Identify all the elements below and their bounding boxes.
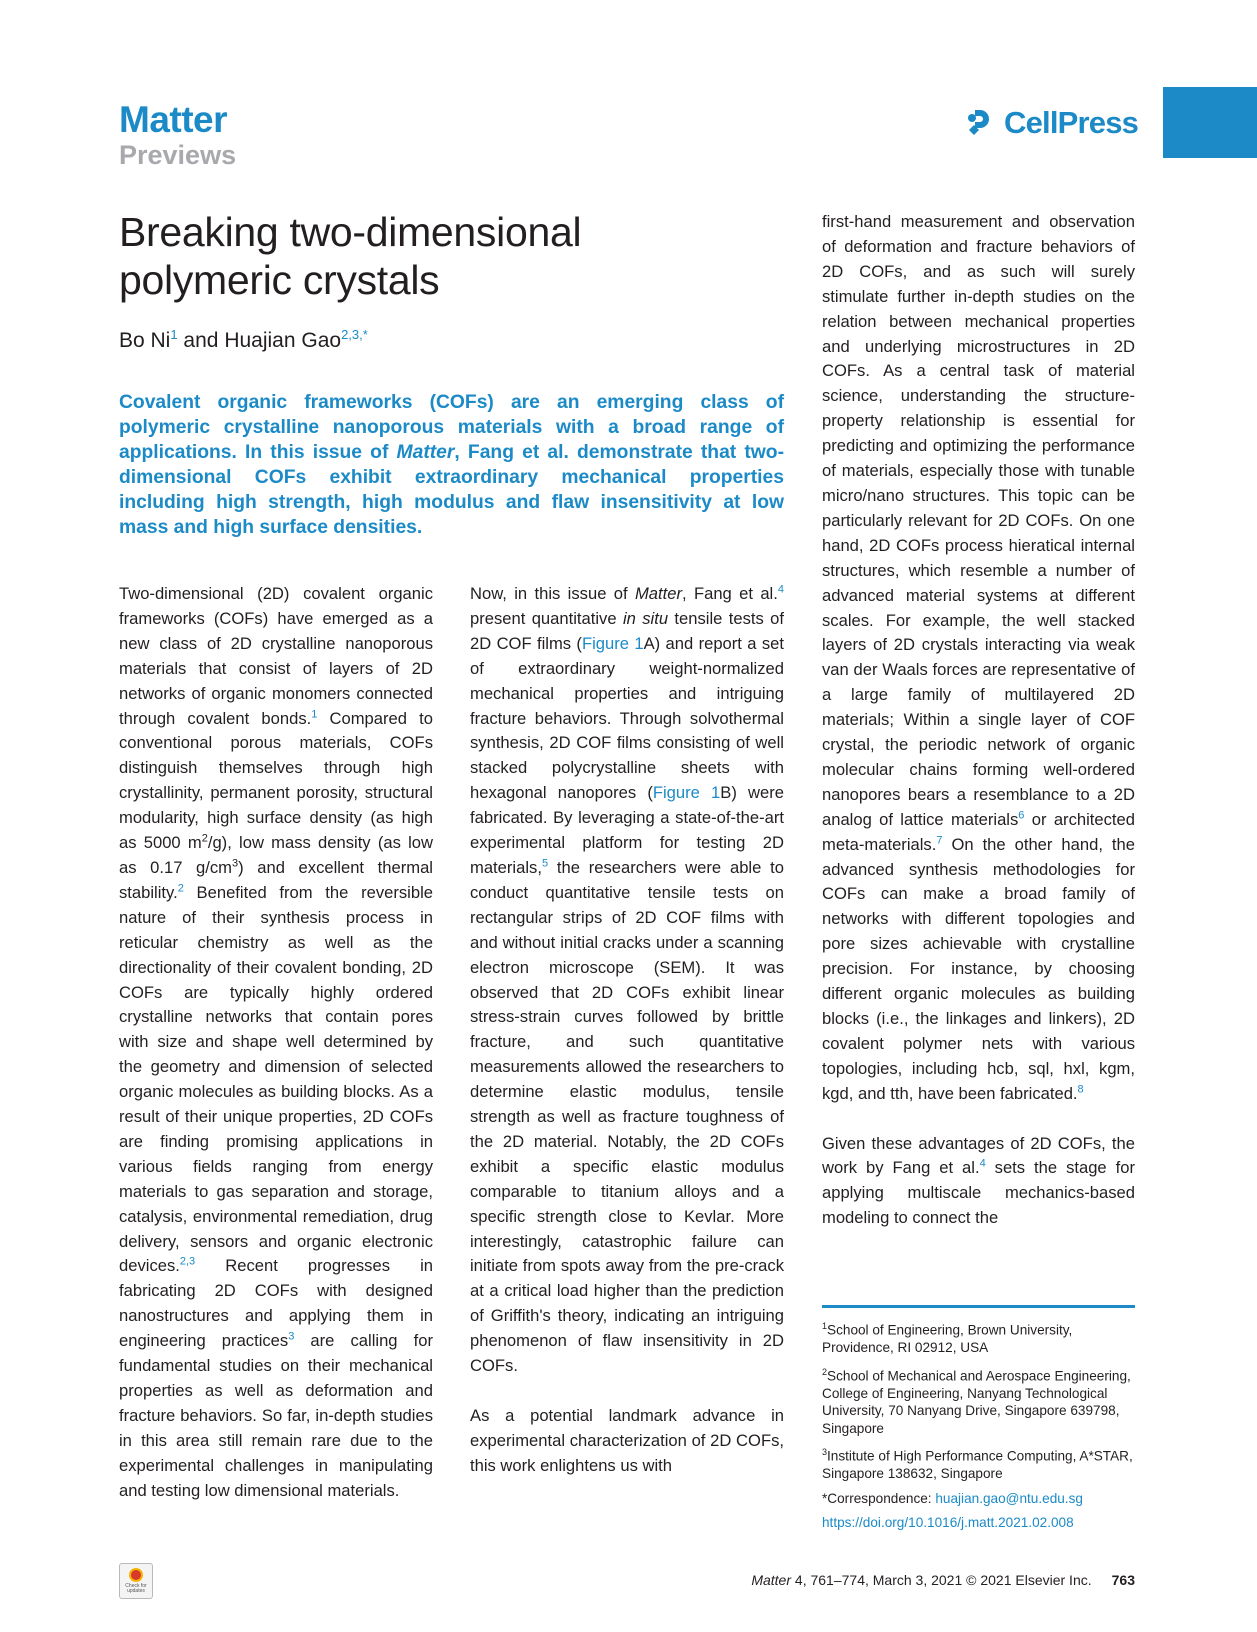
publisher-logo[interactable] — [966, 105, 1138, 141]
author-list — [119, 327, 368, 353]
body-paragraph: Two-dimensional (2D) covalent organic frameworks (COFs) have emerged as a new class of 2D crystalline nanoporous materials that consist of layers of 2D networks of organic monomers connected through covalent bonds.$^1$ Compared to conventional porous materials, COFs distinguish themselves through high crystallinity, permanent porosity, structural modularity, high surface density (as high as 5000 $m^2/g$), low mass density (as low as 0.17 $g/cm^3$) and excellent thermal stability.$^2$ Benefited from the reversible nature of their synthesis process in reticular chemistry as well as the directionality of their covalent bonding, 2D COFs are typically highly ordered crystalline networks that contain pores with size and shape well determined by the geometry and dimension of selected organic molecules as building blocks. As a result of their unique properties, 2D COFs are finding promising applications in various fields ranging from energy materials to gas separation and storage, catalysis, environmental remediation, drug delivery, sensors and organic electronic devices.$^{2,3}$ Recent progresses in fabricating 2D COFs with designed nanostructures and applying them in engineering practices$^3$ are calling for fundamental studies on their mechanical properties as well as deformation and fracture behaviors. So far, in-depth studies in this area still remain rare due to the experimental challenges in manipulating and testing low dimensional materials. — [119, 584, 433, 1500]
body-column-2 — [470, 582, 784, 1479]
journal-name: Matter — [119, 99, 228, 140]
correspondence-email-link[interactable]: huajian.gao@ntu.edu.sg — [935, 1490, 1083, 1506]
body-paragraph: As a potential landmark advance in experimental characterization of 2D COFs, this work enlightens us with — [470, 1405, 784, 1475]
affiliation-divider — [822, 1305, 1135, 1308]
citation-ref[interactable]: 6 — [1018, 809, 1025, 822]
body-column-1 — [119, 582, 433, 1504]
correspondence: *Correspondence: huajian.gao@ntu.edu.sg — [822, 1490, 1083, 1506]
citation-ref[interactable]: 4 — [979, 1157, 986, 1170]
figure-link[interactable]: Figure 1 — [581, 633, 644, 653]
doi — [822, 1514, 1135, 1532]
citation-line: Matter 4, 761–774, March 3, 2021 © 2021 Elsevier Inc. — [751, 1572, 1092, 1588]
check-for-updates-button[interactable] — [119, 1563, 153, 1599]
affiliation-ref[interactable]: 1 — [170, 327, 178, 342]
body-paragraph-continued: first-hand measurement and observation of deformation and fracture behaviors of 2D COFs, and as such will surely stimulate further in-depth studies on the relation between mechanical properties and underlying microstructures in 2D COFs. As a central task of material science, understanding the structure-property relationship is essential for predicting and optimizing the performance of materials, especially those with tunable micro/nano structures. This topic can be particularly relevant for 2D COFs. On one hand, 2D COFs process hieratical internal structures, which resemble a number of advanced material systems at different scales. For example, the well stacked layers of 2D crystals interacting via weak van der Waals forces are representative of a large family of multilayered 2D materials; Within a single layer of COF crystal, the periodic network of organic molecular chains forming well-ordered nanopores bears a resemblance to a 2D analog of lattice materials$^6$ or architected meta-materials.$^7$ On the other hand, the advanced synthesis methodologies for COFs can make a broad family of networks with different topologies and pore sizes achievable with crystalline precision. For instance, by choosing different organic molecules as building blocks (i.e., the linkages and linkers), 2D covalent polymer nets with various topologies, including hcb, sql, hxl, kgm, kgd, and tth, have been fabricated.$^8$ — [822, 212, 1135, 1103]
author-name[interactable]: Bo Ni — [119, 329, 171, 352]
affiliations — [822, 1318, 1135, 1539]
check-for-updates-label: Check for updates — [125, 1583, 147, 1594]
author-name[interactable]: Huajian Gao — [224, 329, 342, 352]
page-footer — [751, 1572, 1135, 1588]
section-name: Previews — [119, 140, 237, 170]
section-color-tab — [1163, 87, 1257, 158]
article-title: Breaking two-dimensional polymeric crystals — [119, 209, 582, 303]
body-paragraph: Now, in this issue of Matter, Fang et al.$^4$ present quantitative in situ tensile tests of 2D COF films (Figure 1A) and report a set of extraordinary weight-normalized mechanical properties and intriguing fracture behaviors. Through solvothermal synthesis, 2D COF films consisting of well stacked polycrystalline sheets with hexagonal nanopores (Figure 1B) were fabricated. By leveraging a state-of-the-art experimental platform for testing 2D materials,$^5$ the researchers were able to conduct quantitative tensile tests on rectangular strips of 2D COF films with and without initial cracks under a scanning electron microscope (SEM). It was observed that 2D COFs exhibit linear stress-strain curves followed by brittle fracture, and such quantitative measurements allowed the researchers to determine elastic modulus, tensile strength as well as fracture toughness of the 2D material. Notably, the 2D COFs exhibit a specific elastic modulus comparable to titanium alloys and a specific strength close to Kevlar. More interestingly, catastrophic failure can initiate from spots away from the pre-crack at a critical load higher than the prediction of Griffith's theory, indicating an intriguing phenomenon of flaw insensitivity in 2D COFs. — [470, 583, 785, 1376]
check-for-updates-icon — [129, 1568, 143, 1582]
citation-ref[interactable]: 3 — [288, 1330, 295, 1343]
journal-header — [119, 100, 236, 170]
affiliation: $^2$School of Mechanical and Aerospace Engineering, College of Engineering, Nanyang Technological University, 70 Nanyang Drive, Singapore 639798, Singapore — [822, 1366, 1131, 1436]
citation-ref[interactable]: 2 — [177, 882, 184, 895]
cellpress-logo-icon — [966, 106, 998, 140]
affiliation: $^3$Institute of High Performance Computing, A*STAR, Singapore 138632, Singapore — [822, 1447, 1133, 1482]
body-column-3 — [822, 210, 1135, 1231]
citation-ref[interactable]: 8 — [1077, 1083, 1084, 1096]
citation-ref[interactable]: 2,3 — [179, 1255, 196, 1268]
figure-link[interactable]: Figure 1 — [652, 783, 721, 803]
citation-ref[interactable]: 1 — [311, 708, 318, 720]
abstract: Covalent organic frameworks (COFs) are an emerging class of polymeric crystalline nanoporous materials with a broad range of applications. In this issue of Matter, Fang et al. demonstrate that two-dimensional COFs exhibit extraordinary mechanical properties including high strength, high modulus and flaw insensitivity at low mass and high surface densities. — [119, 392, 784, 538]
affiliation-ref[interactable]: 2,3,* — [341, 327, 368, 342]
affiliation: $^1$School of Engineering, Brown University, Providence, RI 02912, USA — [822, 1321, 1073, 1356]
page-number: 763 — [1111, 1572, 1135, 1588]
citation-ref[interactable]: 4 — [777, 583, 784, 596]
publisher-name: CellPress — [1004, 105, 1139, 140]
doi-link[interactable]: https://doi.org/10.1016/j.matt.2021.02.008 — [822, 1515, 1074, 1531]
citation-ref[interactable]: 5 — [541, 857, 549, 870]
body-paragraph: Given these advantages of 2D COFs, the work by Fang et al.$^4$ sets the stage for applying multiscale mechanics-based modeling to connect the — [822, 1133, 1135, 1228]
citation-ref[interactable]: 7 — [936, 834, 943, 847]
author-conjunction: and — [177, 329, 225, 352]
